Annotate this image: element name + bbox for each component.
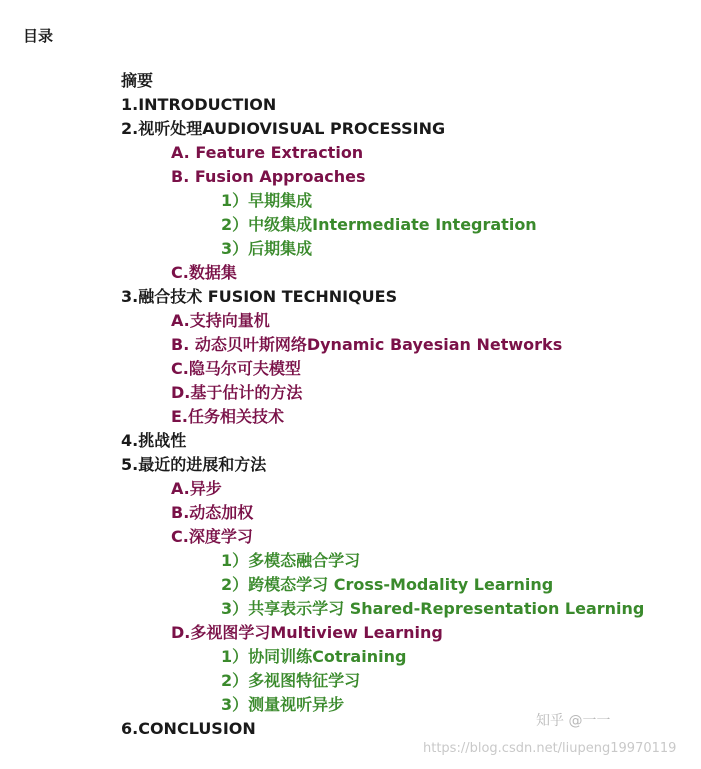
csdn-watermark: https://blog.csdn.net/liupeng19970119	[423, 741, 677, 756]
toc-entry[interactable]: D.多视图学习Multiview Learning	[171, 623, 443, 642]
toc-entry[interactable]: A.异步	[171, 479, 222, 498]
toc-entry[interactable]: A.支持向量机	[171, 311, 270, 330]
toc-entry[interactable]: 1）早期集成	[221, 191, 313, 210]
toc-entry[interactable]: 6.CONCLUSION	[121, 719, 256, 738]
toc-entry[interactable]: C.深度学习	[171, 527, 253, 546]
toc-entry[interactable]: 3）后期集成	[221, 239, 313, 258]
toc-entry[interactable]: 2）多视图特征学习	[221, 671, 361, 690]
toc-entry[interactable]: 5.最近的进展和方法	[121, 455, 267, 474]
toc-entry[interactable]: 摘要	[121, 71, 154, 90]
toc-entry[interactable]: C.隐马尔可夫模型	[171, 359, 301, 378]
toc-entry[interactable]: 3.融合技术 FUSION TECHNIQUES	[121, 287, 398, 306]
toc-entry[interactable]: 2）中级集成Intermediate Integration	[221, 215, 537, 234]
toc-entry[interactable]: 2.视听处理AUDIOVISUAL PROCESSING	[121, 119, 446, 138]
toc-entry[interactable]: E.任务相关技术	[171, 407, 285, 426]
toc-entry[interactable]: 3）共享表示学习 Shared-Representation Learning	[221, 599, 645, 618]
toc-entry[interactable]: 1.INTRODUCTION	[121, 95, 277, 114]
page-title: 目录	[23, 27, 54, 45]
zhihu-watermark: 知乎 @一一	[536, 713, 611, 729]
toc-entry[interactable]: B.动态加权	[171, 503, 254, 522]
toc-entry[interactable]: 2）跨模态学习 Cross-Modality Learning	[221, 575, 554, 594]
toc-entry[interactable]: 1）协同训练Cotraining	[221, 647, 407, 666]
toc-entry[interactable]: C.数据集	[171, 263, 237, 282]
toc-entry[interactable]: 4.挑战性	[121, 431, 187, 450]
toc-entry[interactable]: 3）测量视听异步	[221, 695, 345, 714]
toc-entry[interactable]: A. Feature Extraction	[171, 143, 364, 162]
toc-entry[interactable]: D.基于估计的方法	[171, 383, 303, 402]
toc-entry[interactable]: 1）多模态融合学习	[221, 551, 361, 570]
toc-entry[interactable]: B. Fusion Approaches	[171, 167, 366, 186]
toc-entry[interactable]: B. 动态贝叶斯网络Dynamic Bayesian Networks	[171, 335, 563, 354]
